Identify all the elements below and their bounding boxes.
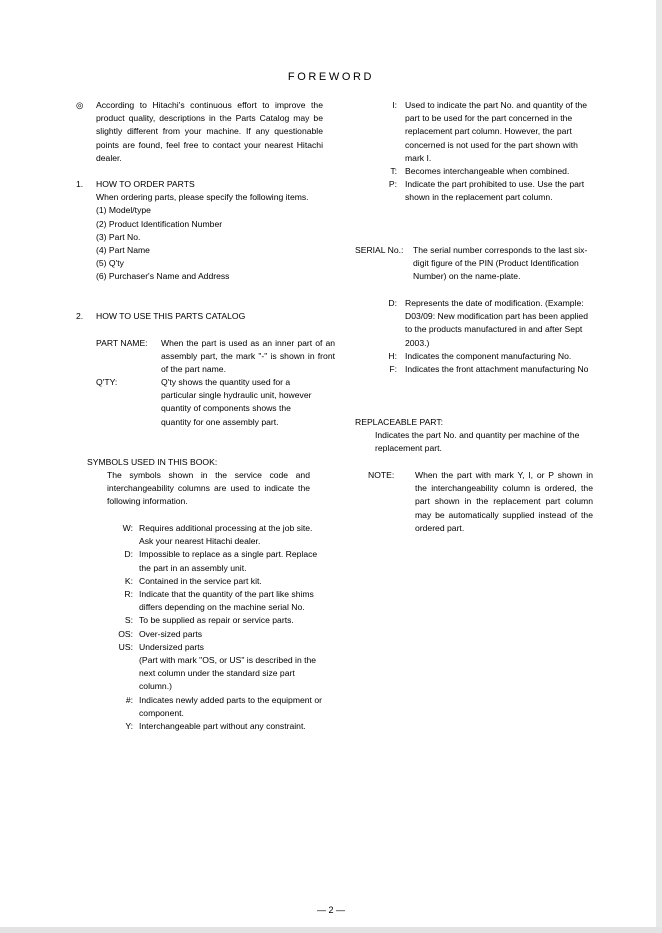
symbol-entry xyxy=(113,720,325,733)
note-label: NOTE: xyxy=(368,470,395,480)
serial-entry xyxy=(355,244,595,284)
list-item: (1) Model/type xyxy=(96,205,151,216)
symbol-code: OS: xyxy=(118,628,133,639)
qty-label: Q'TY: xyxy=(96,377,118,387)
symbol-code: S: xyxy=(124,615,133,626)
symbol-code: Y: xyxy=(125,721,133,732)
symbol-text: To be supplied as repair or service parts. xyxy=(139,615,294,626)
section-order-parts xyxy=(76,178,326,284)
code-entry xyxy=(347,363,595,376)
serial-text: The serial number corresponds to the last six-digit figure of the PIN (Product Identification Number) on the name-plate. xyxy=(413,245,588,282)
note-entry xyxy=(368,469,593,535)
list-item: (4) Part Name xyxy=(96,245,150,256)
symbol-code: US: xyxy=(118,641,133,652)
code-label: D: xyxy=(388,298,397,308)
code-entry xyxy=(347,178,595,204)
symbol-code: W: xyxy=(122,523,133,533)
symbol-text: Requires additional processing at the job site. Ask your nearest Hitachi dealer. xyxy=(139,523,313,547)
list-item: (2) Product Identification Number xyxy=(96,218,223,229)
part-name-text: When the part is used as an inner part of an assembly part, the mark "-" is shown in front of the part name. xyxy=(161,338,335,375)
symbols-lead: The symbols shown in the service code and interchangeability columns are used to indicate the following information. xyxy=(107,470,310,507)
symbol-entry xyxy=(113,614,325,627)
list-item: (6) Purchaser's Name and Address xyxy=(96,271,230,282)
code-text: Indicates the component manufacturing No. xyxy=(405,350,572,361)
code-entry xyxy=(347,99,595,165)
page-edge-shadow xyxy=(656,0,662,933)
code-text: Represents the date of modification. (Example: D03/09: New modification part has been applied to the products manufactured in and after Sept 2003.) xyxy=(405,298,588,348)
symbol-entry xyxy=(113,588,325,614)
symbol-text: Undersized parts xyxy=(139,641,204,652)
qty-text: Q'ty shows the quantity used for a particular single hydraulic unit, however quantity of components shows the quantity for one assembly part. xyxy=(161,377,312,427)
symbol-entry xyxy=(113,694,325,720)
code-text: Used to indicate the part No. and quantity of the part to be used for the part concerned in the replacement part column. However, the part concerned is not used for the part shown with mark I. xyxy=(405,100,588,163)
intro-text: According to Hitachi's continuous effort to improve the product quality, descriptions in the Parts Catalog may be slightly different from your machine. If any questionable points are found, feel free to contact your nearest Hitachi dealer. xyxy=(96,100,323,163)
section-number: 1. xyxy=(76,179,84,189)
bullet-circle-icon: ◎ xyxy=(76,100,84,110)
page-title: FOREWORD xyxy=(287,71,375,83)
section-heading: HOW TO ORDER PARTS xyxy=(96,179,195,189)
symbol-code: #: xyxy=(125,694,133,705)
symbol-entry xyxy=(113,628,325,641)
part-name-label: PART NAME: xyxy=(96,338,148,348)
symbol-entry xyxy=(113,548,325,574)
symbol-text: Over-sized parts xyxy=(139,628,203,639)
symbol-entry xyxy=(113,575,325,588)
code-entry xyxy=(347,350,595,363)
page-bottom-shadow xyxy=(0,927,662,933)
code-entry xyxy=(347,165,595,178)
symbol-text: Impossible to replace as a single part. Replace the part in an assembly unit. xyxy=(139,549,318,573)
code-label: F: xyxy=(389,364,397,375)
symbol-code xyxy=(113,654,139,694)
note-text: When the part with mark Y, I, or P shown in the interchangeability column is ordered, the part shown in the replacement part column may be automatically supplied instead of the ordered part. xyxy=(415,470,593,533)
code-text: Indicate the part prohibited to use. Use the part shown in the replacement part column. xyxy=(405,179,585,203)
symbol-text: Indicate that the quantity of the part like shims differs depending on the machine serial No. xyxy=(139,589,314,613)
code-text: Becomes interchangeable when combined. xyxy=(405,166,570,177)
symbol-entry xyxy=(113,522,325,548)
symbol-text: Indicates newly added parts to the equipment or component. xyxy=(139,694,322,718)
symbol-text: (Part with mark "OS, or US" is described in the next column under the standard size part column.) xyxy=(139,655,317,692)
code-text: Indicates the front attachment manufacturing No xyxy=(405,364,589,375)
code-entry xyxy=(347,297,595,350)
part-name-entry xyxy=(96,337,335,377)
symbol-text: Interchangeable part without any constraint. xyxy=(139,721,306,732)
serial-label: SERIAL No.: xyxy=(355,245,404,255)
code-label: I: xyxy=(392,100,397,110)
symbol-code: K: xyxy=(124,575,133,586)
symbols-heading: SYMBOLS USED IN THIS BOOK: xyxy=(87,457,218,467)
symbol-code: D: xyxy=(124,549,133,560)
section-heading: HOW TO USE THIS PARTS CATALOG xyxy=(96,311,246,321)
section-number: 2. xyxy=(76,311,84,321)
intro-paragraph xyxy=(76,99,323,165)
symbol-entry xyxy=(113,654,325,694)
symbol-code: R: xyxy=(124,589,133,600)
code-label: T: xyxy=(390,166,397,177)
code-label: H: xyxy=(388,350,397,361)
qty-entry xyxy=(96,376,320,429)
symbols-list xyxy=(113,522,325,733)
page-number: — 2 — xyxy=(316,905,345,915)
symbol-entry xyxy=(113,641,325,654)
replaceable-text: Indicates the part No. and quantity per machine of the replacement part. xyxy=(375,430,580,454)
list-item: (5) Q'ty xyxy=(96,258,124,269)
code-label: P: xyxy=(388,179,397,190)
section-lead: When ordering parts, please specify the following items. xyxy=(96,192,309,203)
symbol-text: Contained in the service part kit. xyxy=(139,575,262,586)
list-item: (3) Part No. xyxy=(96,231,141,242)
section-use-catalog xyxy=(76,310,326,323)
right-codes-list-2 xyxy=(347,297,595,376)
right-codes-list xyxy=(347,99,595,205)
replaceable-heading: REPLACEABLE PART: xyxy=(355,417,444,427)
